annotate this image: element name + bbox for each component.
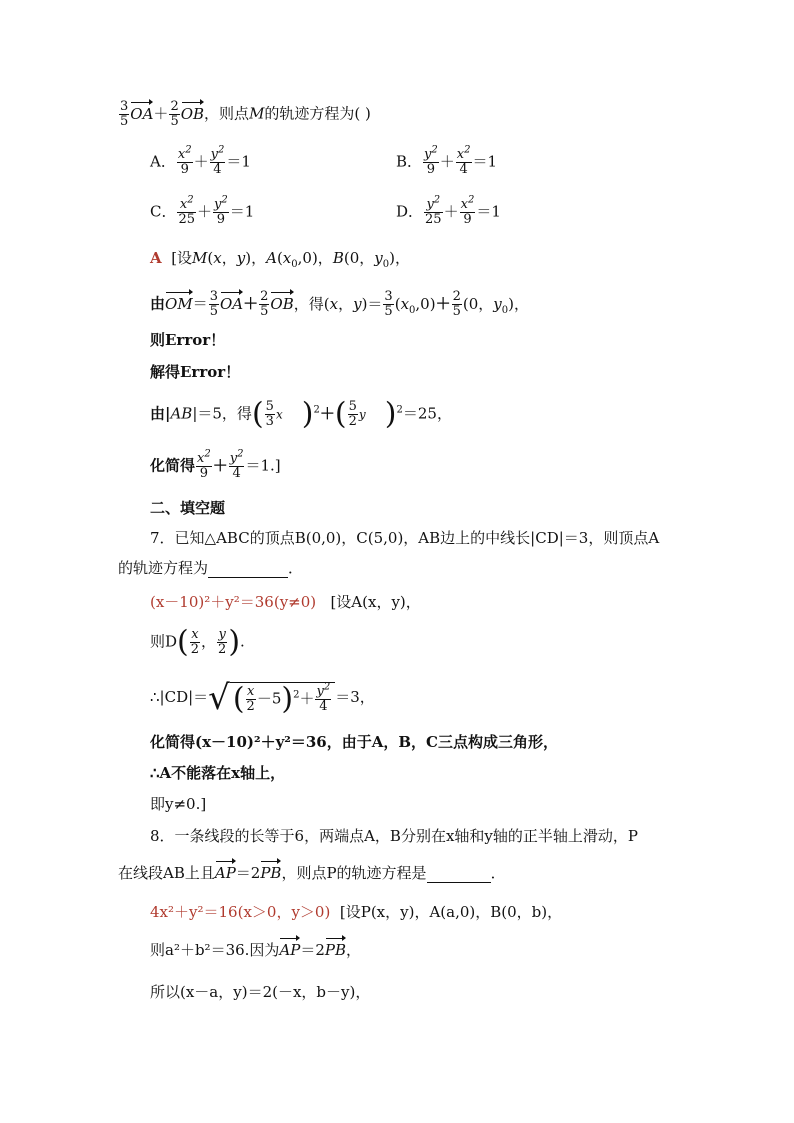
q8-note2-pre: 则a²＋b²＝36.因为 <box>150 941 280 959</box>
sol6-line2-mid: ，得( <box>293 294 330 313</box>
q8-answer-line <box>150 902 562 922</box>
q7-note2: 则D( $\frac{x}{2}$ ， $\frac{y}{2}$ ). <box>150 624 245 660</box>
q7-note3: ∴|CD|＝√ ( $\frac{x}{2}$ －5)$^2$＋ $\frac{y^2}{4}$ ＝3， <box>150 678 375 718</box>
q7-note5: ∴A不能落在x轴上， <box>150 764 286 782</box>
q8-note1: [设P(x，y)，A(a,0)，B(0，b)， <box>339 903 563 921</box>
sol6-line6: 化简得 $\frac{x^2}{9}$ ＋ $\frac{y^2}{4}$ ＝1.] <box>150 448 281 481</box>
sol6-line6-end: ＝1.] <box>245 456 281 475</box>
q7-note1: [设A(x，y)， <box>330 593 421 611</box>
q7-answer-line <box>150 592 421 612</box>
q8-answer-blank <box>427 862 491 883</box>
q6-option-a: A． $\frac{x^2}{9}$ ＋ $\frac{y^2}{4}$ ＝1 <box>150 144 251 177</box>
q7-answer: (x－10)²＋y²＝36(y≠0) <box>150 593 317 611</box>
option-b-label: B． <box>396 152 423 171</box>
sol6-line5-mid: |＝5，得 <box>192 404 252 423</box>
q7-period: ． <box>288 559 304 577</box>
q7-note3-pre: ∴|CD|＝ <box>150 688 209 706</box>
q7-line2-text: 的轨迹方程为 <box>118 559 209 577</box>
q6-stem: $\frac{3}{5}$ OA＋ $\frac{2}{5}$ OB，则点M的轨迹方程为( ) <box>120 99 371 129</box>
q7-answer-blank <box>208 557 288 578</box>
q7-line2 <box>118 557 303 578</box>
q6-option-b: B． $\frac{y^2}{9}$ ＋ $\frac{x^2}{4}$ ＝1 <box>396 144 498 177</box>
q8-answer: 4x²＋y²＝16(x＞0，y＞0) <box>150 903 331 921</box>
q6-stem-end: 的轨迹方程为( ) <box>264 104 371 123</box>
q6-option-c: C． $\frac{x^2}{25}$ ＋ $\frac{y^2}{9}$ ＝1 <box>150 194 255 227</box>
q6-answer: A <box>150 249 162 267</box>
q8-note3: 所以(x－a，y)＝2(－x，b－y)， <box>150 983 371 1001</box>
q8-line2-mid: ，则点P的轨迹方程是 <box>281 864 427 882</box>
sol6-line4: 解得Error！ <box>150 363 241 381</box>
sol6-line5: 由|AB|＝5，得( $\frac{5}{3}$ x )$^2$＋( $\frac{5}{2}$ y )$^2$＝25， <box>150 396 452 432</box>
q6-stem-tail: ，则点 <box>204 104 250 123</box>
q8-line2-pre: 在线段AB上且 <box>118 864 215 882</box>
option-c-label: C． <box>150 202 177 221</box>
option-a-label: A． <box>150 152 176 171</box>
sol6-line3: 则Error！ <box>150 331 226 349</box>
sol6-line1-text: [设 <box>171 249 193 267</box>
q8-line2: 在线段AB上且AP＝2PB，则点P的轨迹方程是 ． <box>118 864 506 882</box>
sol6-line1: A [设M(x，y)，$A(x_0,0)$，B(0，$y_0$)， <box>150 249 410 270</box>
section-heading: 二、填空题 <box>150 499 226 517</box>
sol6-line6-pre: 化简得 <box>150 456 196 475</box>
q7-note2-pre: 则D <box>150 632 178 651</box>
q8-period: ． <box>490 864 506 882</box>
sol6-line5-pre: 由| <box>150 404 171 423</box>
q8-note2: 则a²＋b²＝36.因为AP＝2PB， <box>150 941 362 959</box>
option-d-label: D． <box>396 202 424 221</box>
q8-line1: 8．一条线段的长等于6，两端点A，B分别在x轴和y轴的正半轴上滑动，P <box>150 827 638 845</box>
q7-note4: 化简得(x－10)²＋y²＝36，由于A，B，C三点构成三角形， <box>150 733 558 751</box>
q7-note6: 即y≠0.] <box>150 795 207 813</box>
q6-option-d: D． $\frac{y^2}{25}$ ＋ $\frac{x^2}{9}$ ＝1 <box>396 194 501 227</box>
q7-line1: 7．已知△ABC的顶点B(0,0)，C(5,0)，AB边上的中线长|CD|＝3，则顶点A <box>150 529 660 547</box>
sol6-line2: 由OM＝ $\frac{3}{5}$ OA＋ $\frac{2}{5}$ OB，得(x，y)＝ $\frac{3}{5}$ $(x_0,0)+$ $\frac{2}{5}$ (0，$y_0$)， <box>150 289 529 319</box>
sol6-line5-end: ＝25， <box>402 404 452 423</box>
sol6-line2-pre: 由 <box>150 294 166 313</box>
q7-note3-end: ＝3， <box>335 688 375 706</box>
